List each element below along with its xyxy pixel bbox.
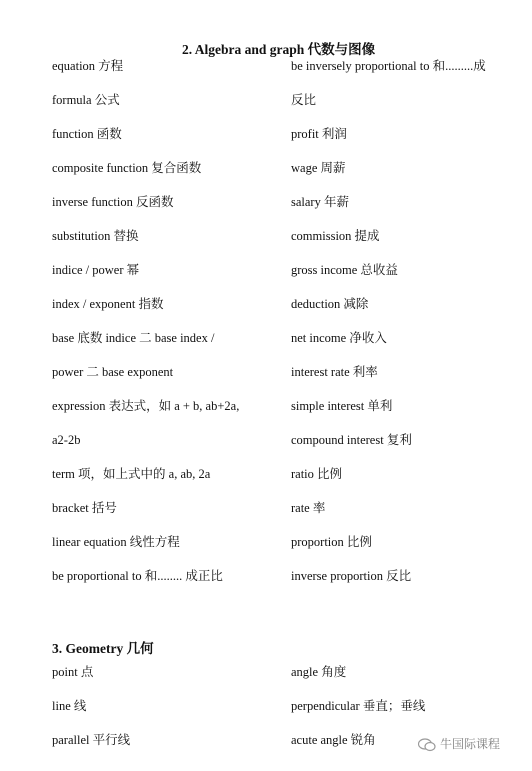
section-2-left-item-10: power 二 base exponent [52, 365, 174, 379]
watermark [418, 735, 500, 752]
section-2-left-item-5: inverse function 反函数 [52, 195, 174, 209]
section-2-left-item-7: indice / power 幂 [52, 263, 140, 277]
section-2-left-item-4: composite function 复合函数 [52, 161, 202, 175]
section-2-right-item-9: net income 净收入 [291, 331, 387, 345]
section-2-right-item-7: gross income 总收益 [291, 263, 398, 277]
section-2-left-item-13: term 项，如上式中的 a, ab, 2a [52, 467, 211, 481]
section-2-title: 2. Algebra and graph 代数与图像 [182, 42, 376, 57]
section-2-left-item-8: index / exponent 指数 [52, 297, 164, 311]
section-2-right-item-2: 反比 [291, 93, 317, 107]
section-2-right-item-3: profit 利润 [291, 127, 347, 141]
section-3-left-item-3: parallel 平行线 [52, 733, 131, 747]
section-2-left-item-12: a2-2b [52, 433, 81, 447]
section-3-right-item-2: perpendicular 垂直；垂线 [291, 699, 426, 713]
section-2-right-item-4: wage 周薪 [291, 161, 346, 175]
section-2-right-item-5: salary 年薪 [291, 195, 349, 209]
section-2-right-item-16: inverse proportion 反比 [291, 569, 412, 583]
section-2-right-item-13: ratio 比例 [291, 467, 343, 481]
section-2-right-item-11: simple interest 单利 [291, 399, 393, 413]
section-2-left-item-14: bracket 括号 [52, 501, 117, 515]
section-2-left-item-2: formula 公式 [52, 93, 120, 107]
section-3-right-item-3: acute angle 锐角 [291, 733, 376, 747]
section-2-right-item-6: commission 提成 [291, 229, 380, 243]
section-2-right-item-12: compound interest 复利 [291, 433, 412, 447]
section-2-right-item-10: interest rate 利率 [291, 365, 378, 379]
section-3-title: 3. Geometry 几何 [52, 641, 154, 656]
section-2-right-item-1: be inversely proportional to 和.........成 [291, 59, 486, 73]
section-2-right-item-15: proportion 比例 [291, 535, 372, 549]
watermark-text: 牛国际课程 [440, 737, 501, 751]
section-2-right-item-14: rate 率 [291, 501, 326, 515]
section-2-left-item-3: function 函数 [52, 127, 122, 141]
section-2-right-item-8: deduction 减除 [291, 297, 369, 311]
section-2-left-item-1: equation 方程 [52, 59, 124, 73]
section-2-left-item-9: base 底数 indice 二 base index / [52, 331, 215, 345]
section-3-left-item-2: line 线 [52, 699, 87, 713]
section-2-left-item-15: linear equation 线性方程 [52, 535, 180, 549]
section-2-left-item-6: substitution 替换 [52, 229, 139, 243]
wechat-icon [418, 738, 436, 752]
section-2-left-item-16: be proportional to 和........ 成正比 [52, 569, 223, 583]
section-3-left-item-1: point 点 [52, 665, 94, 679]
section-3-right-item-1: angle 角度 [291, 665, 347, 679]
section-2-left-item-11: expression 表达式，如 a + b, ab+2a, [52, 399, 240, 413]
